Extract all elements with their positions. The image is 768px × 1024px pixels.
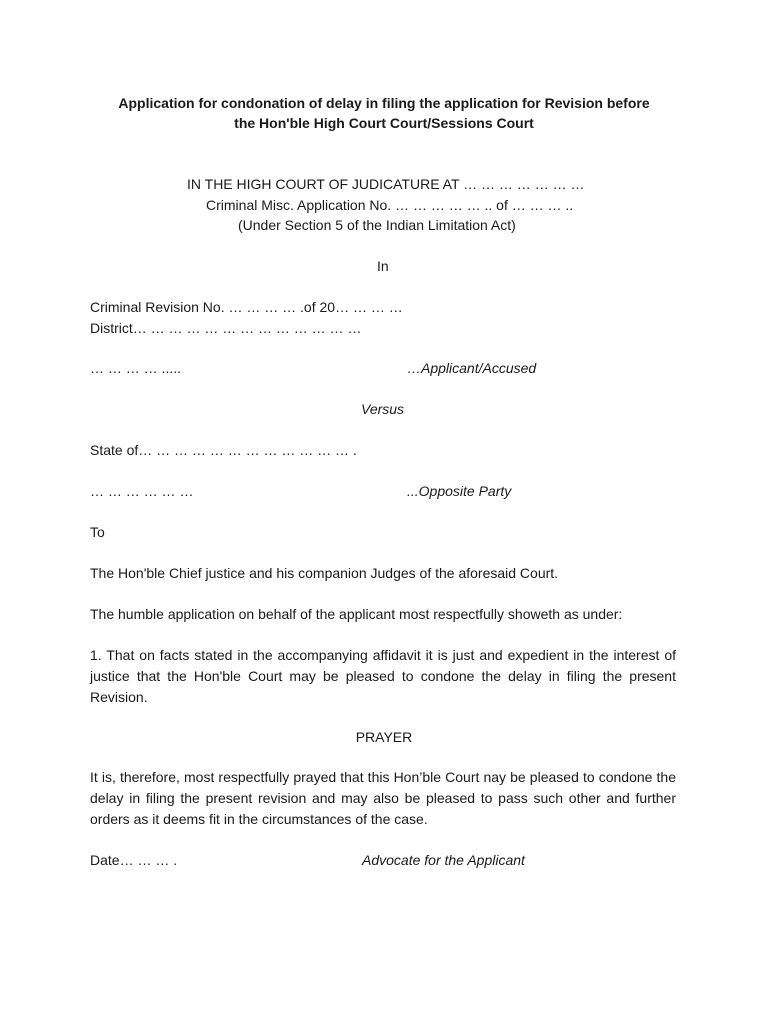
district-line: District… … … … … … … … … … … … … xyxy=(90,320,362,336)
state-line: State of… … … … … … … … … … … … . xyxy=(90,442,357,458)
versus-label: Versus xyxy=(361,401,405,417)
in-label: In xyxy=(377,258,389,274)
prayer-heading: PRAYER xyxy=(355,729,413,745)
document-title-line-2: the Hon'ble High Court Court/Sessions Court xyxy=(234,115,534,131)
to-label: To xyxy=(90,524,105,540)
revision-number-line: Criminal Revision No. … … … … .of 20… … … … xyxy=(90,299,403,315)
application-number-line: Criminal Misc. Application No. … … … … … .. of … … … .. xyxy=(206,197,574,213)
advocate-signature-label: Advocate for the Applicant xyxy=(362,852,525,868)
applicant-label: …Applicant/Accused xyxy=(407,360,537,376)
section-reference: (Under Section 5 of the Indian Limitation Act) xyxy=(238,217,516,233)
opposite-party-blank: … … … … … … xyxy=(90,483,194,499)
point-1-paragraph: 1. That on facts stated in the accompanying affidavit it is just and expedient in the interest of justice that the Hon'ble Court may be pleased to condone the delay in filing the present Revision. xyxy=(90,647,676,705)
prayer-paragraph: It is, therefore, most respectfully prayed that this Hon’ble Court nay be pleased to condone the delay in filing the present revision and may also be pleased to pass such other and further orders as it deems fit in the circumstances of the case. xyxy=(90,769,676,827)
intro-line: The humble application on behalf of the applicant most respectfully showeth as under: xyxy=(90,606,623,622)
opposite-party-label: ...Opposite Party xyxy=(407,483,512,499)
date-line: Date… … … . xyxy=(90,852,178,868)
applicant-name-blank: … … … … ..... xyxy=(90,360,182,376)
addressee-line: The Hon'ble Chief justice and his companion Judges of the aforesaid Court. xyxy=(90,565,559,581)
court-heading: IN THE HIGH COURT OF JUDICATURE AT … … … … … … … xyxy=(187,176,585,192)
document-title-line-1: Application for condonation of delay in filing the application for Revision before xyxy=(118,95,650,111)
